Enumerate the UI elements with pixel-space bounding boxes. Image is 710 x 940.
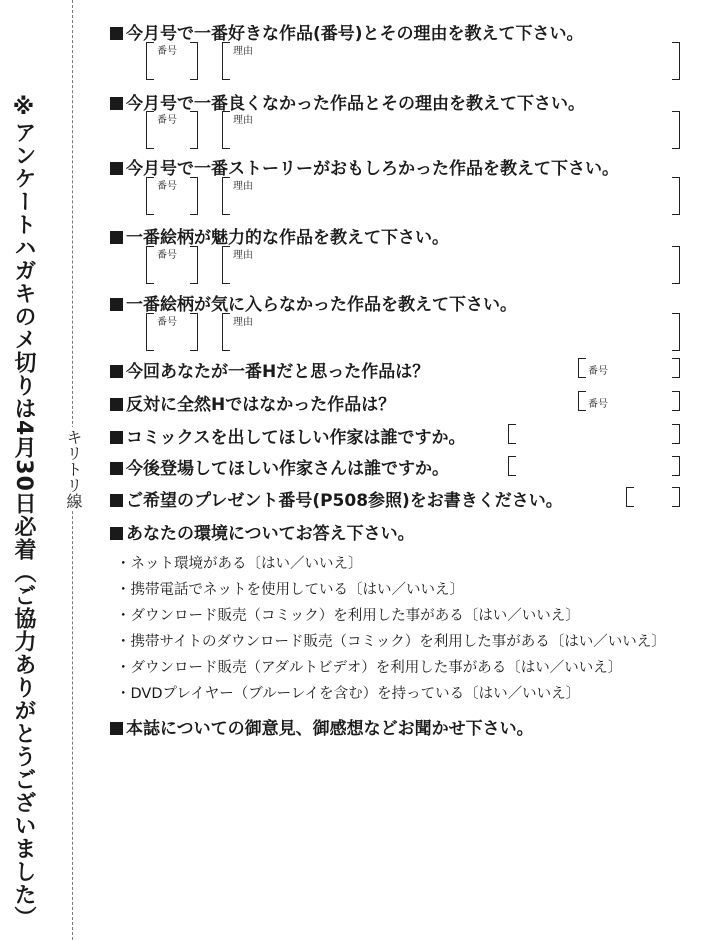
question-best-story: 今月号で一番ストーリーがおもしろかった作品を教えて下さい。 [110, 154, 619, 179]
reason-field-close [672, 313, 680, 351]
question-worst-work: 今月号で一番良くなかった作品とその理由を教えて下さい。 [110, 89, 585, 114]
question-desired-author: 今後登場してほしい作家さんは誰ですか。 [110, 454, 449, 479]
number-field[interactable] [578, 358, 586, 378]
question-most-h-work: 今回あなたが一番Hだと思った作品は？ [110, 357, 429, 382]
reason-field-close [672, 246, 680, 284]
number-field-close [190, 42, 198, 80]
number-field-close [190, 177, 198, 215]
author-field[interactable] [508, 456, 516, 476]
reason-field[interactable] [222, 313, 230, 351]
author-field-close [672, 456, 680, 476]
number-field[interactable] [146, 313, 154, 351]
number-field[interactable] [146, 177, 154, 215]
square-bullet-icon [110, 162, 123, 175]
question-present-number: ご希望のプレゼント番号(P508参照)をお書きください。 [110, 486, 563, 511]
reason-field-close [672, 111, 680, 149]
present-number-field-close [672, 487, 680, 507]
number-field[interactable] [146, 246, 154, 284]
square-bullet-icon [110, 298, 123, 311]
number-field-close [190, 111, 198, 149]
question-best-art: 一番絵柄が魅力的な作品を教えて下さい。 [110, 223, 449, 248]
question-comics-author: コミックスを出してほしい作家は誰ですか。 [110, 423, 466, 448]
reason-field[interactable] [222, 246, 230, 284]
number-field[interactable] [146, 111, 154, 149]
square-bullet-icon [110, 722, 123, 735]
reason-field[interactable] [222, 42, 230, 80]
number-field-close [190, 313, 198, 351]
question-opinions: 本誌についての御意見、御感想などお聞かせ下さい。 [110, 714, 534, 739]
option-net-environment[interactable]: ・ネット環境がある〔はい／いいえ〕 [116, 556, 363, 572]
reason-label: 理由 [233, 115, 253, 126]
number-field-close [190, 246, 198, 284]
reason-field-close [672, 177, 680, 215]
number-field-close [672, 358, 680, 378]
deadline-note: ※アンケートハガキのメ切りは4月30日必着（ご協力ありがとうございました） [11, 95, 36, 929]
option-download-adult-video[interactable]: ・ダウンロード販売（アダルトビデオ）を利用した事がある〔はい／いいえ〕 [116, 660, 623, 676]
square-bullet-icon [110, 462, 123, 475]
number-label: 番号 [157, 250, 177, 261]
reason-label: 理由 [233, 317, 253, 328]
reason-field[interactable] [222, 177, 230, 215]
number-label: 番号 [157, 46, 177, 57]
number-field[interactable] [146, 42, 154, 80]
reason-label: 理由 [233, 46, 253, 57]
option-download-comic[interactable]: ・ダウンロード販売（コミック）を利用した事がある〔はい／いいえ〕 [116, 608, 580, 624]
reason-field[interactable] [222, 111, 230, 149]
square-bullet-icon [110, 27, 123, 40]
number-field-close [672, 391, 680, 411]
number-field[interactable] [578, 391, 586, 411]
option-mobile-download-comic[interactable]: ・携帯サイトのダウンロード販売（コミック）を利用した事がある〔はい／いいえ〕 [116, 634, 666, 650]
reason-field-close [672, 42, 680, 80]
reason-label: 理由 [233, 181, 253, 192]
present-number-field[interactable] [626, 487, 634, 507]
number-label: 番号 [588, 366, 608, 377]
square-bullet-icon [110, 527, 123, 540]
square-bullet-icon [110, 97, 123, 110]
question-least-h-work: 反対に全然Hではなかった作品は？ [110, 390, 395, 415]
option-dvd-player[interactable]: ・DVDプレイヤー（ブルーレイを含む）を持っている〔はい／いいえ〕 [116, 686, 581, 702]
square-bullet-icon [110, 365, 123, 378]
question-environment: あなたの環境についてお答え下さい。 [110, 519, 415, 544]
square-bullet-icon [110, 231, 123, 244]
option-mobile-net[interactable]: ・携帯電話でネットを使用している〔はい／いいえ〕 [116, 582, 464, 598]
cut-line-label: キリトリ線 [64, 429, 83, 509]
author-field[interactable] [508, 424, 516, 444]
square-bullet-icon [110, 431, 123, 444]
square-bullet-icon [110, 494, 123, 507]
author-field-close [672, 424, 680, 444]
question-worst-art: 一番絵柄が気に入らなかった作品を教えて下さい。 [110, 290, 517, 315]
question-favorite-work: 今月号で一番好きな作品(番号)とその理由を教えて下さい。 [110, 19, 584, 44]
square-bullet-icon [110, 398, 123, 411]
reason-label: 理由 [233, 250, 253, 261]
number-label: 番号 [157, 115, 177, 126]
number-label: 番号 [157, 181, 177, 192]
number-label: 番号 [588, 399, 608, 410]
number-label: 番号 [157, 317, 177, 328]
